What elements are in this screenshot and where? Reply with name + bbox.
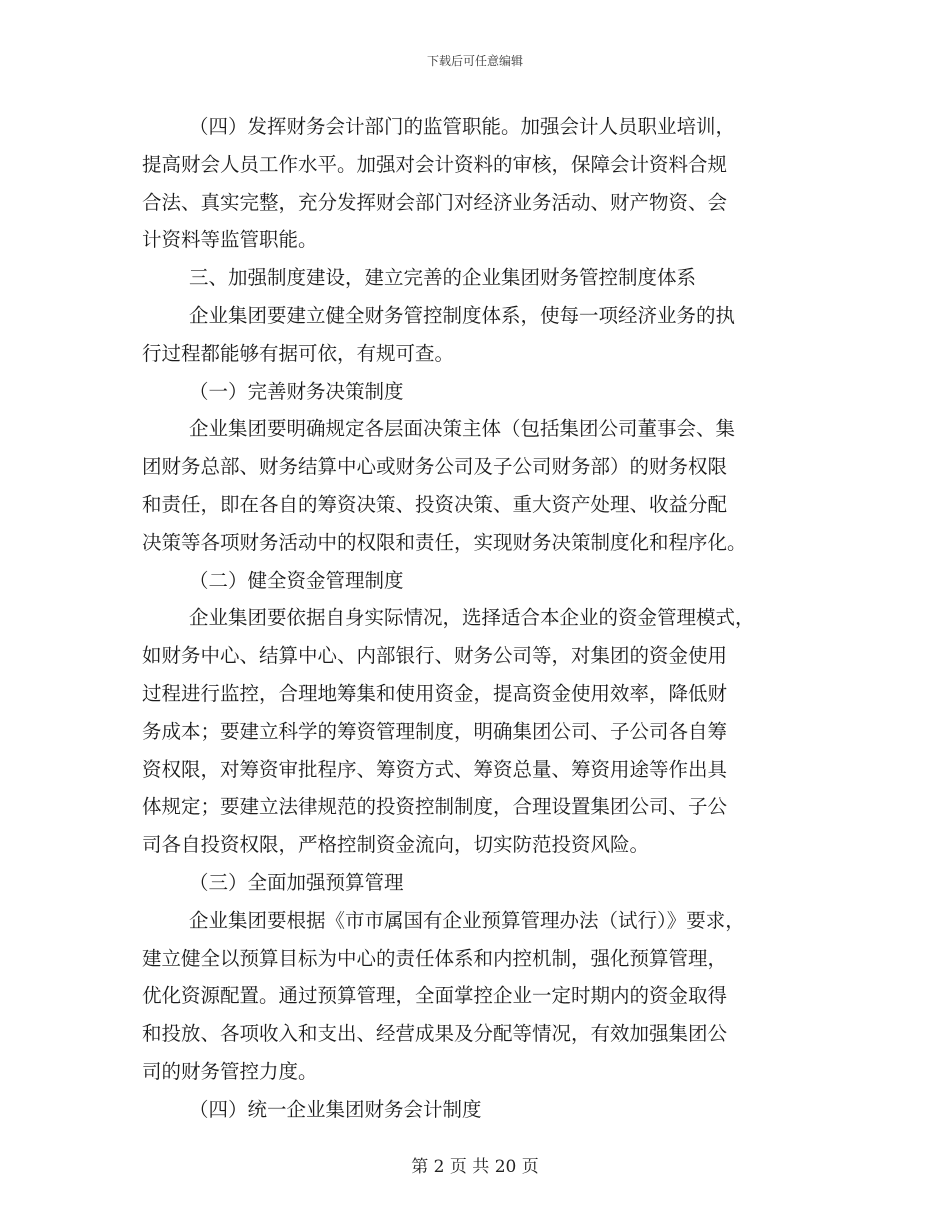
text-line: （四）统一企业集团财务会计制度 xyxy=(189,1097,482,1121)
text-line: 司的财务管控力度。 xyxy=(142,1059,318,1083)
text-line: 司各自投资权限，严格控制资金流向，切实防范投资风险。 xyxy=(142,833,650,857)
text-line: 企业集团要根据《市市属国有企业预算管理办法（试行）》要求， xyxy=(189,908,745,932)
text-line: 务成本；要建立科学的筹资管理制度，明确集团公司、子公司各自筹 xyxy=(142,719,728,743)
text-line: 企业集团要依据自身实际情况，选择适合本企业的资金管理模式， xyxy=(189,606,755,630)
page-number: 第 2 页 共 20 页 xyxy=(411,1157,539,1177)
document-body xyxy=(142,108,802,1129)
text-line: 企业集团要明确规定各层面决策主体（包括集团公司董事会、集 xyxy=(189,417,736,441)
text-line: 优化资源配置。通过预算管理，全面掌控企业一定时期内的资金取得 xyxy=(142,984,728,1008)
text-line: 计资料等监管职能。 xyxy=(142,228,318,252)
text-line: 如财务中心、结算中心、内部银行、财务公司等，对集团的资金使用 xyxy=(142,644,728,668)
text-line: 体规定；要建立法律规范的投资控制制度，合理设置集团公司、子公 xyxy=(142,795,728,819)
text-line: （二）健全资金管理制度 xyxy=(189,568,404,592)
text-line: 团财务总部、财务结算中心或财务公司及子公司财务部）的财务权限 xyxy=(142,455,728,479)
text-line: 企业集团要建立健全财务管控制度体系，使每一项经济业务的执 xyxy=(189,303,736,327)
text-line: 行过程都能够有据可依，有规可查。 xyxy=(142,341,455,365)
header-note: 下载后可任意编辑 xyxy=(426,54,523,68)
text-line: （四）发挥财务会计部门的监管职能。加强会计人员职业培训， xyxy=(189,115,736,138)
text-line: 三、加强制度建设，建立完善的企业集团财务管控制度体系 xyxy=(189,266,697,290)
text-line: （三）全面加强预算管理 xyxy=(189,870,404,894)
text-line: 和投放、各项收入和支出、经营成果及分配等情况，有效加强集团公 xyxy=(142,1022,728,1046)
text-line: 提高财会人员工作水平。加强对会计资料的审核，保障会计资料合规 xyxy=(142,152,728,176)
text-line: 合法、真实完整，充分发挥财会部门对经济业务活动、财产物资、会 xyxy=(142,190,728,214)
text-line: （一）完善财务决策制度 xyxy=(189,379,404,403)
text-line: 资权限，对筹资审批程序、筹资方式、筹资总量、筹资用途等作出具 xyxy=(142,757,728,781)
text-line: 过程进行监控，合理地筹集和使用资金，提高资金使用效率，降低财 xyxy=(142,681,728,705)
text-line: 和责任，即在各自的筹资决策、投资决策、重大资产处理、收益分配 xyxy=(142,492,728,516)
text-line: 决策等各项财务活动中的权限和责任，实现财务决策制度化和程序化。 xyxy=(142,530,747,554)
text-line: 建立健全以预算目标为中心的责任体系和内控机制，强化预算管理， xyxy=(142,946,728,970)
